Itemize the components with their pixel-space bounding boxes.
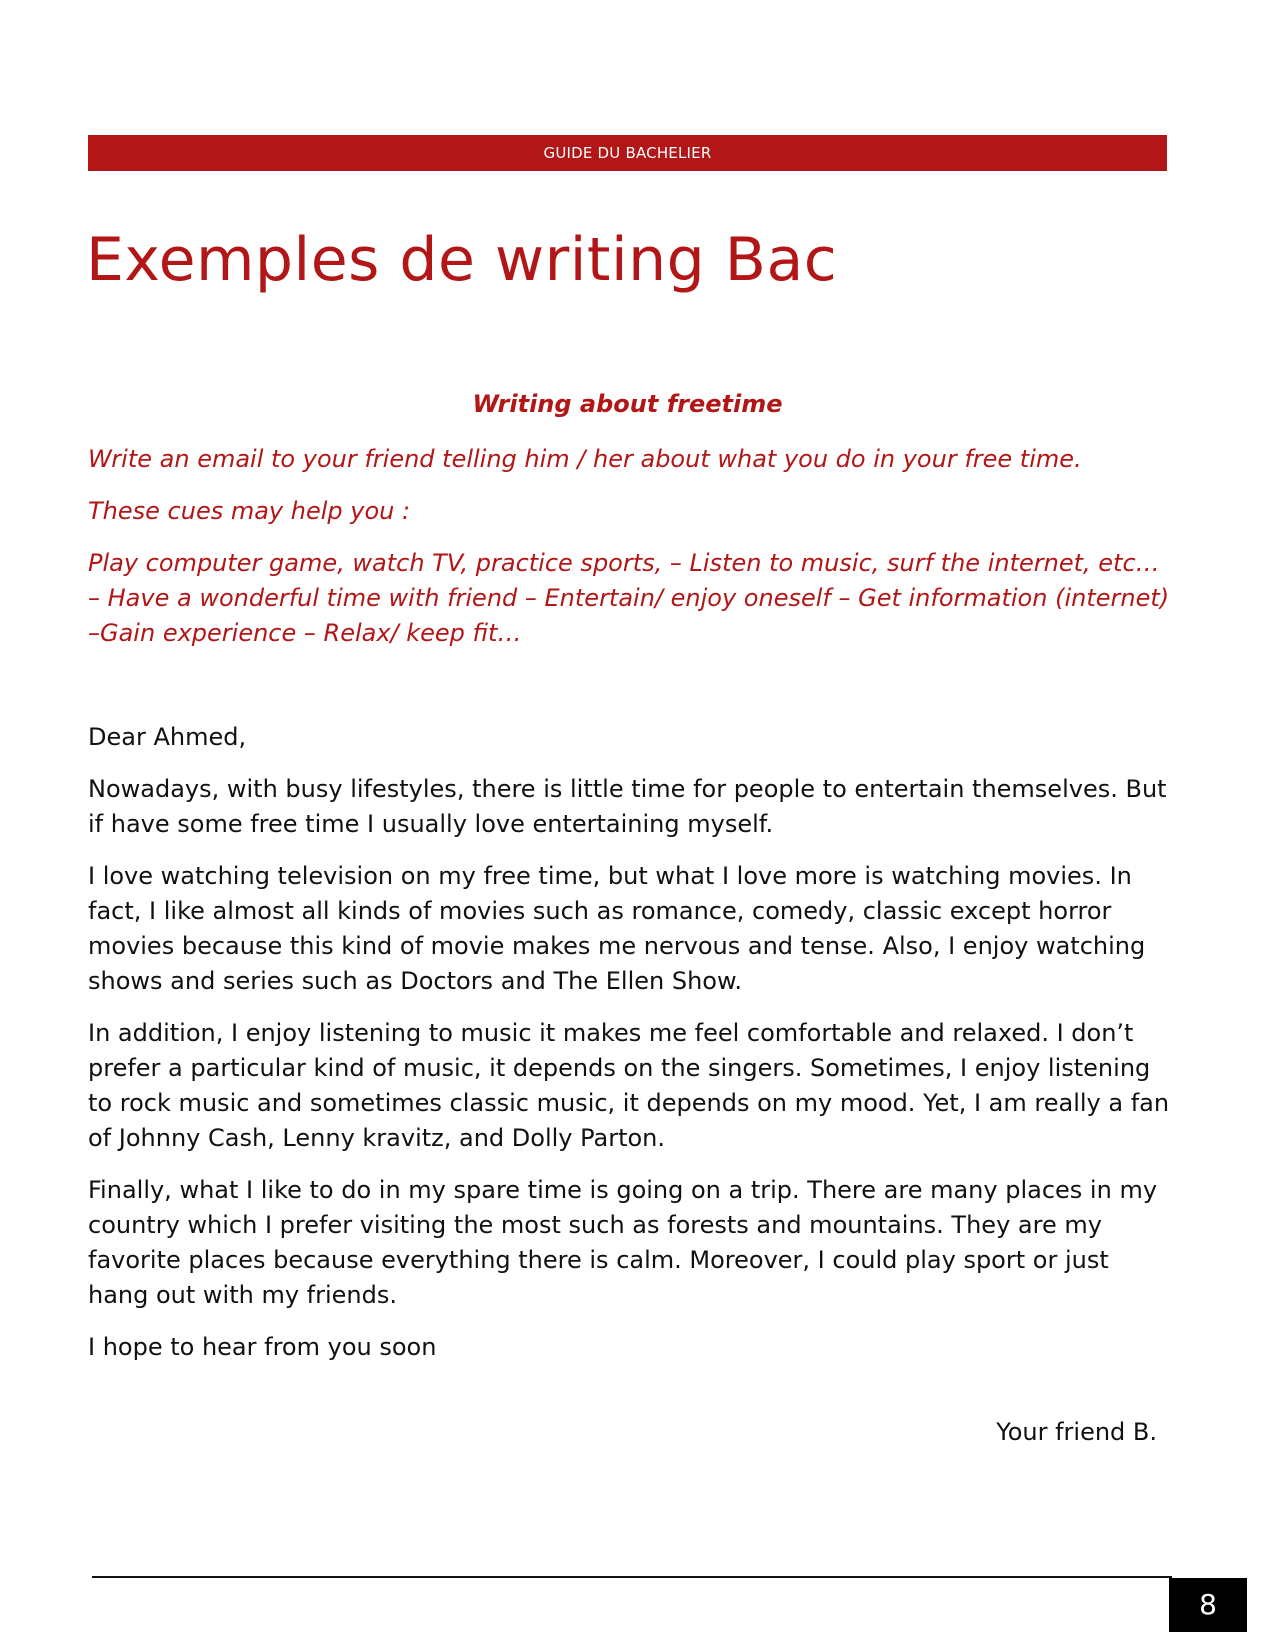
footer-divider bbox=[92, 1576, 1172, 1578]
letter-body bbox=[88, 720, 1170, 1382]
page-title: Exemples de writing Bac bbox=[86, 225, 838, 295]
letter-paragraph: In addition, I enjoy listening to music it makes me feel comfortable and relaxed. I don’t prefer a particular kind of music, it depends on the singers. Sometimes, I enjoy listening to rock music and sometimes classic music, it depends on my mood. Yet, I am really a fan of Johnny Cash, Lenny kravitz, and Dolly Parton. bbox=[88, 1019, 1170, 1152]
prompt-cues: Play computer game, watch TV, practice sports, – Listen to music, surf the internet, etc… – Have a wonderful time with friend – Entertain/ enjoy oneself – Get information (internet) –Gain experience – Relax/ keep fit… bbox=[88, 549, 1170, 647]
letter-paragraph: Nowadays, with busy lifestyles, there is little time for people to entertain themselves. But if have some free time I usually love entertaining myself. bbox=[88, 775, 1167, 838]
section-title: Writing about freetime bbox=[472, 390, 783, 418]
letter-signature: Your friend B. bbox=[996, 1418, 1157, 1446]
letter-closing: I hope to hear from you soon bbox=[88, 1333, 437, 1361]
prompt-instruction: Write an email to your friend telling him / her about what you do in your free time. bbox=[88, 445, 1082, 473]
letter-paragraph: I love watching television on my free time, but what I love more is watching movies. In fact, I like almost all kinds of movies such as romance, comedy, classic except horror movies because this kind of movie makes me nervous and tense. Also, I enjoy watching shows and series such as Doctors and The Ellen Show. bbox=[88, 862, 1146, 995]
letter-paragraph: Finally, what I like to do in my spare time is going on a trip. There are many places in my country which I prefer visiting the most such as forests and mountains. They are my favorite places because everything there is calm. Moreover, I could play sport or just hang out with my friends. bbox=[88, 1176, 1158, 1309]
prompt-cues-intro: These cues may help you : bbox=[88, 497, 411, 525]
letter-greeting: Dear Ahmed, bbox=[88, 723, 247, 751]
page-number: 8 bbox=[1169, 1578, 1247, 1632]
header-banner: GUIDE DU BACHELIER bbox=[88, 135, 1167, 171]
